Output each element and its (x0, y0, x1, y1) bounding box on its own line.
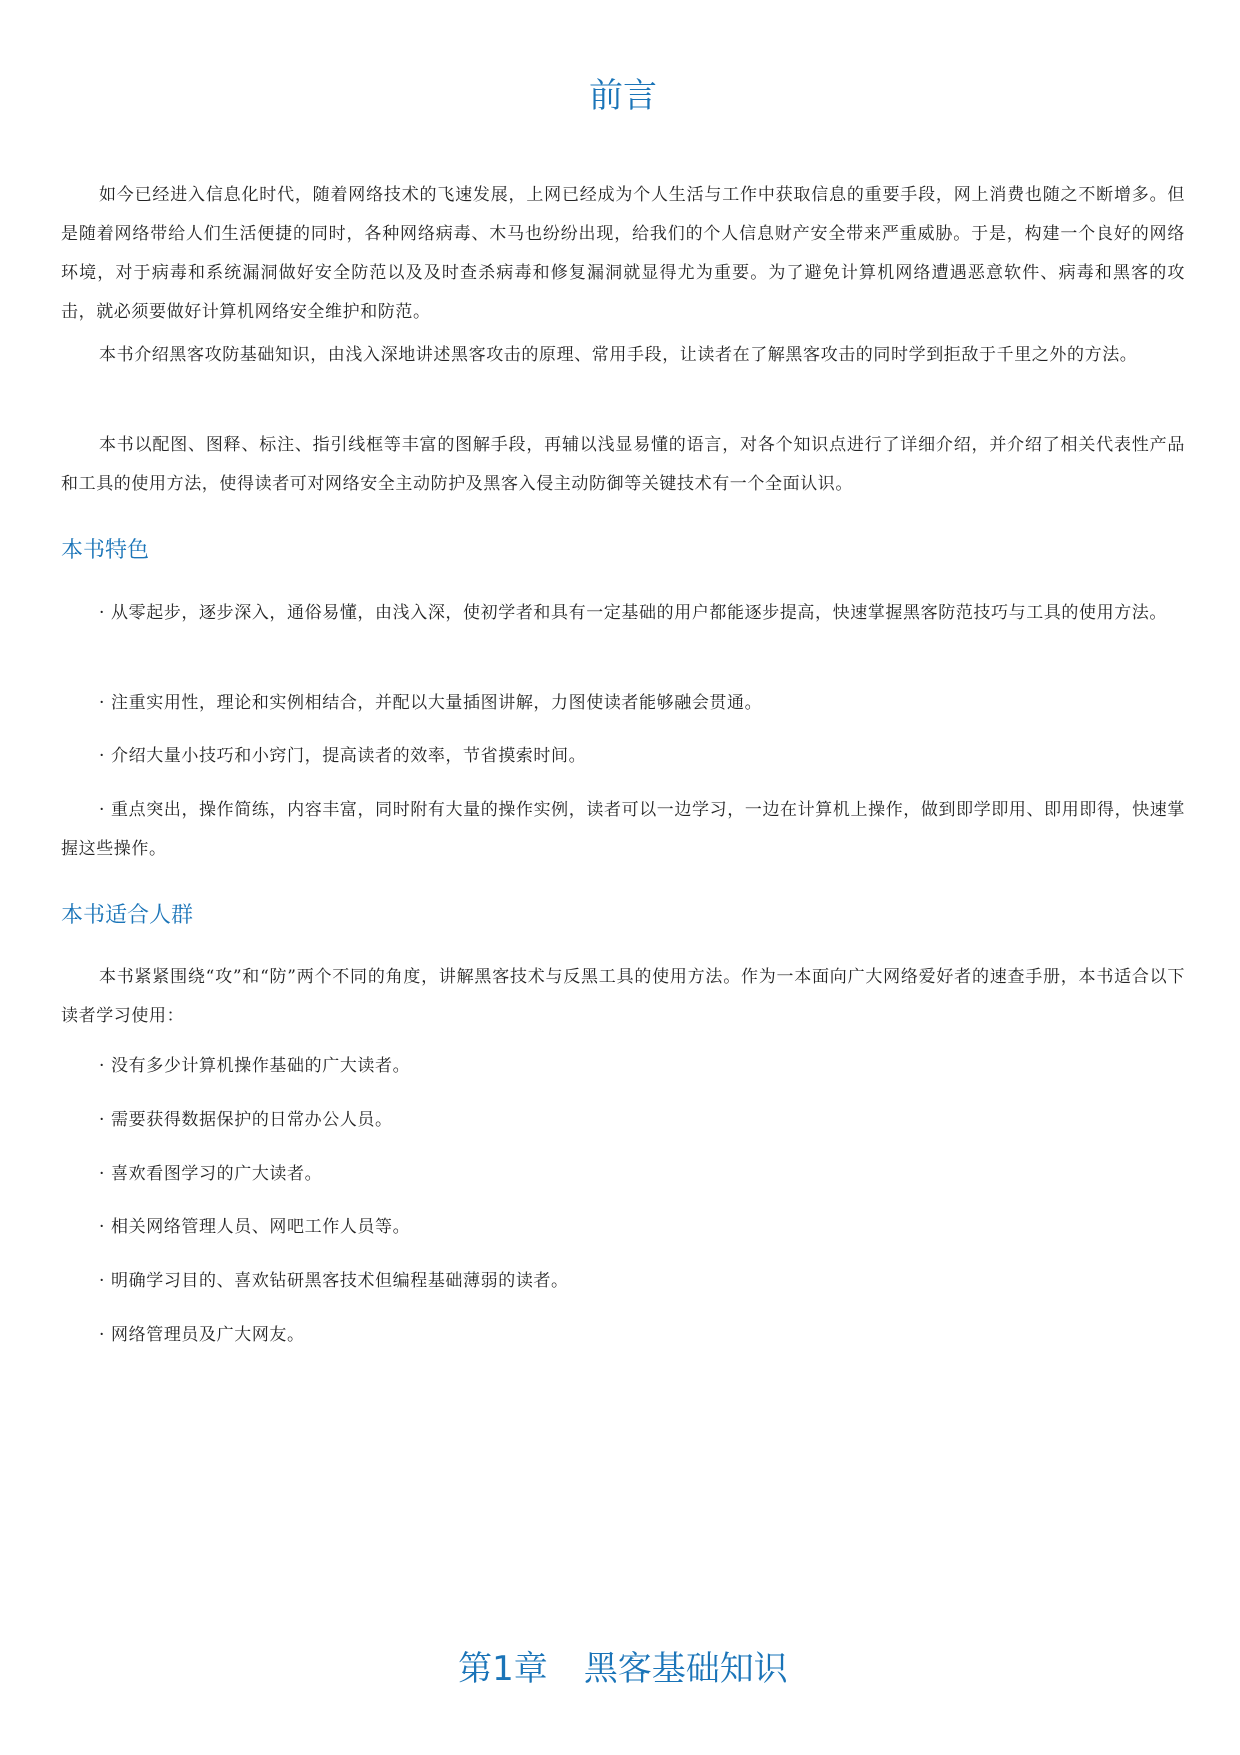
bullet-mark: · (99, 1164, 106, 1184)
audience-item-text: 相关网络管理人员、网吧工作人员等。 (111, 1217, 411, 1237)
feature-item-text: 从零起步，逐步深入，通俗易懂，由浅入深，使初学者和具有一定基础的用户都能逐步提高，快速掌握黑客防范技巧与工具的使用方法。 (111, 603, 1168, 623)
feature-item (61, 791, 1185, 869)
chapter-name: 黑客基础知识 (583, 1649, 788, 1689)
bullet-mark: · (99, 1110, 106, 1130)
feature-item (61, 684, 1185, 723)
bullet-mark: · (99, 800, 106, 820)
audience-heading: 本书适合人群 (61, 903, 194, 928)
audience-item (61, 1155, 1185, 1194)
feature-item-text: 重点突出，操作简练，内容丰富，同时附有大量的操作实例，读者可以一边学习，一边在计算机上操作，做到即学即用、即用即得，快速掌握这些操作。 (61, 800, 1185, 859)
audience-item-text: 明确学习目的、喜欢钻研黑客技术但编程基础薄弱的读者。 (111, 1271, 569, 1291)
preface-paragraph-1: 如今已经进入信息化时代，随着网络技术的飞速发展，上网已经成为个人生活与工作中获取信息的重要手段，网上消费也随之不断增多。但是随着网络带给人们生活便捷的同时，各种网络病毒、木马也纷纷出现，给我们的个人信息财产安全带来严重威胁。于是，构建一个良好的网络环境，对于病毒和系统漏洞做好安全防范以及及时查杀病毒和修复漏洞就显得尤为重要。为了避免计算机网络遭遇恶意软件、病毒和黑客的攻击，就必须要做好计算机网络安全维护和防范。 (61, 185, 1185, 322)
audience-intro: 本书紧紧围绕“攻”和“防”两个不同的角度，讲解黑客技术与反黑工具的使用方法。作为一本面向广大网络爱好者的速查手册，本书适合以下读者学习使用： (61, 967, 1185, 1026)
bullet-mark: · (99, 693, 106, 713)
bullet-mark: · (99, 603, 106, 623)
preface-paragraph-3: 本书以配图、图释、标注、指引线框等丰富的图解手段，再辅以浅显易懂的语言，对各个知识点进行了详细介绍，并介绍了相关代表性产品和工具的使用方法，使得读者可对网络安全主动防护及黑客入侵主动防御等关键技术有一个全面认识。 (61, 435, 1185, 494)
feature-item-text: 介绍大量小技巧和小窍门，提高读者的效率，节省摸索时间。 (111, 746, 587, 766)
chapter-number: 第1章 (458, 1649, 548, 1689)
feature-item (61, 737, 1185, 776)
audience-item-text: 喜欢看图学习的广大读者。 (111, 1164, 323, 1184)
feature-item (61, 594, 1185, 633)
bullet-mark: · (99, 1056, 106, 1076)
bullet-mark: · (99, 1217, 106, 1237)
audience-item-text: 网络管理员及广大网友。 (111, 1325, 305, 1345)
bullet-mark: · (99, 1325, 106, 1345)
audience-item (61, 1262, 1185, 1301)
feature-item-text: 注重实用性，理论和实例相结合，并配以大量插图讲解，力图使读者能够融会贯通。 (111, 693, 763, 713)
features-heading: 本书特色 (61, 538, 150, 563)
audience-item (61, 1316, 1185, 1355)
audience-item (61, 1208, 1185, 1247)
audience-item-text: 需要获得数据保护的日常办公人员。 (111, 1110, 393, 1130)
bullet-mark: · (99, 746, 106, 766)
chapter-title (61, 1645, 1185, 1693)
preface-paragraph-2: 本书介绍黑客攻防基础知识，由浅入深地讲述黑客攻击的原理、常用手段，让读者在了解黑客攻击的同时学到拒敌于千里之外的方法。 (99, 345, 1138, 365)
audience-item (61, 1047, 1185, 1086)
preface-title: 前言 (589, 76, 657, 116)
audience-item (61, 1101, 1185, 1140)
audience-item-text: 没有多少计算机操作基础的广大读者。 (111, 1056, 411, 1076)
bullet-mark: · (99, 1271, 106, 1291)
